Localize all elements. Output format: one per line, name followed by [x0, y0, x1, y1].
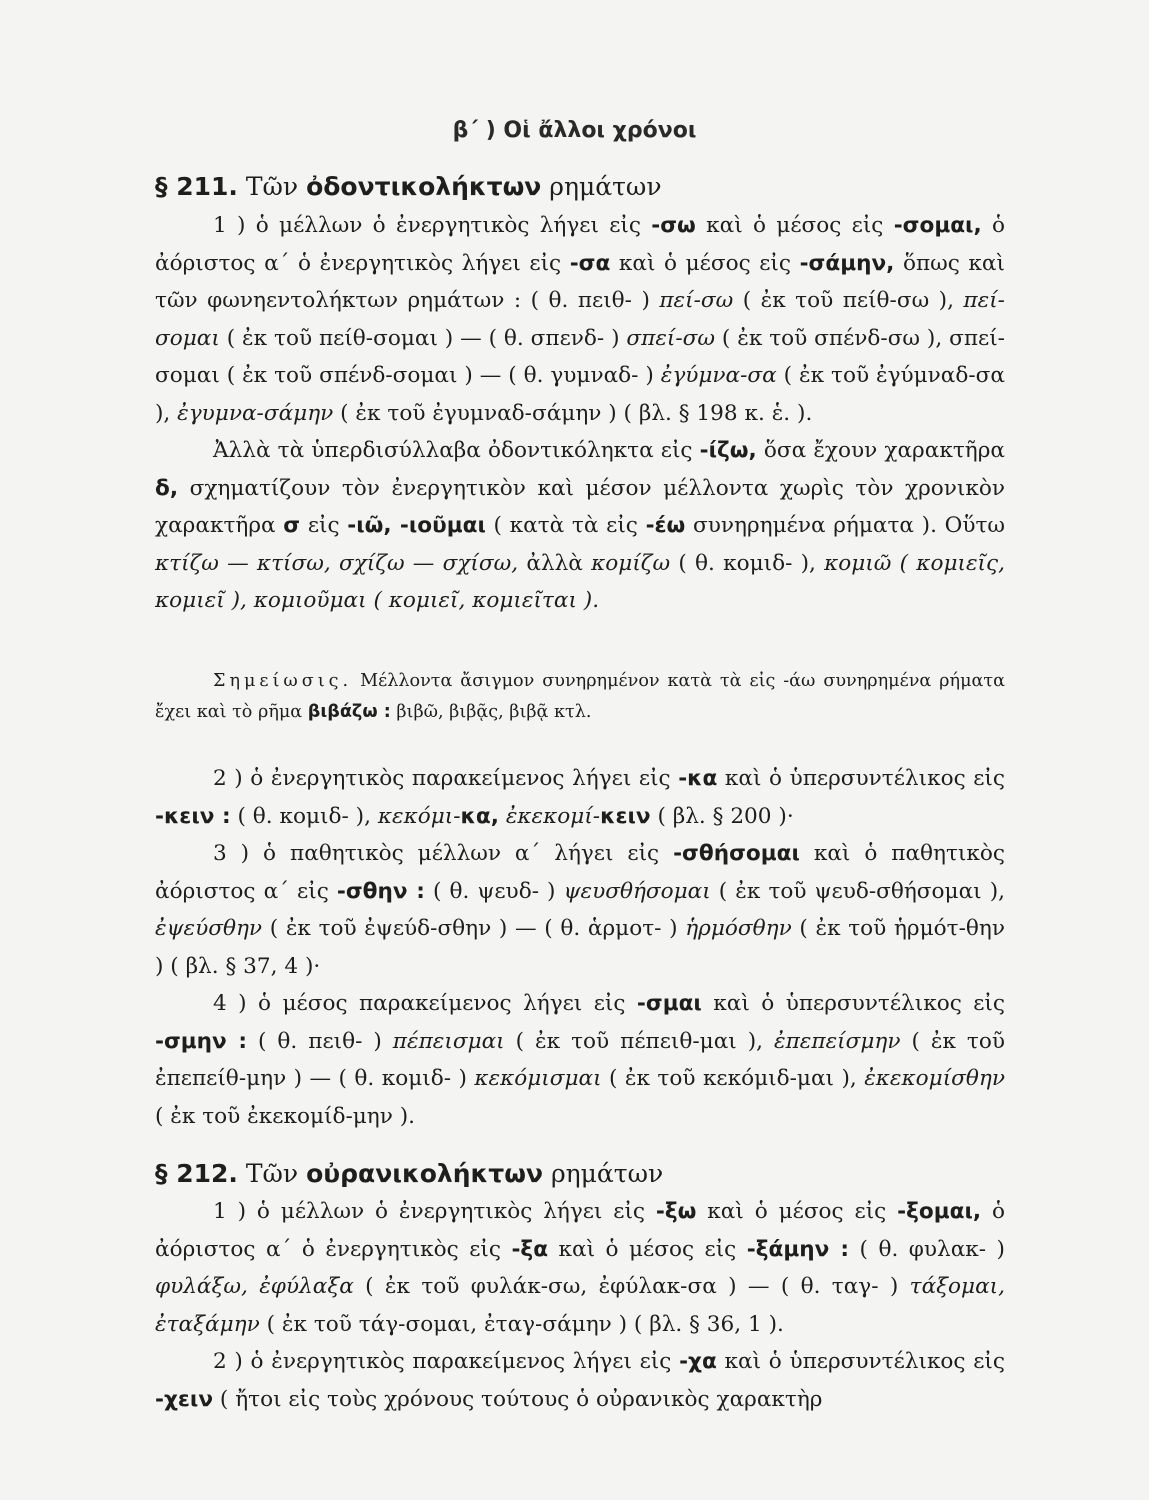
section-212-body	[155, 1193, 1005, 1418]
section-212-pre: Τῶν	[245, 1159, 299, 1188]
note-label: Σημείωσις.	[213, 671, 353, 691]
paragraph-211-1: 1 ) ὁ μέλλων ὁ ἐνεργητικὸς λήγει εἰς -σω καὶ ὁ μέσος εἰς -σομαι, ὁ ἀόριστος α΄ ὁ ἐνεργητικὸς λήγει εἰς -σα καὶ ὁ μέσος εἰς -σάμην, ὅπως καὶ τῶν φωνηεντολήκτων ρημάτων : ( θ. πειθ- ) πεί-σω ( ἐκ τοῦ πείθ-σω ), πεί-σομαι ( ἐκ τοῦ πείθ-σομαι ) — ( θ. σπενδ- ) σπεί-σω ( ἐκ τοῦ σπένδ-σω ), σπεί-σομαι ( ἐκ τοῦ σπένδ-σομαι ) — ( θ. γυμναδ- ) ἐγύμνα-σα ( ἐκ τοῦ ἐγύμναδ-σα ), ἐγυμνα-σάμην ( ἐκ τοῦ ἐγυμναδ-σάμην ) ( βλ. § 198 κ. ἑ. ).	[155, 213, 1006, 426]
paragraph-212-2: 2 ) ὁ ἐνεργητικὸς παρακείμενος λήγει εἰς -χα καὶ ὁ ὑπερσυντέλικος εἰς -χειν ( ἤτοι εἰς τοὺς χρόνους τούτους ὁ οὐρανικὸς χαρακτὴρ	[155, 1349, 1005, 1412]
section-211-keyword: ὀδοντικολήκτων	[306, 172, 542, 201]
chapter-subheading: β΄ ) Οἱ ἄλλοι χρόνοι	[452, 118, 697, 143]
note-211: Σημείωσις. Μέλλοντα ἄσιγμον συνηρημένον κατὰ τὰ εἰς -άω συνηρημένα ρήματα ἔχει καὶ τὸ ρῆμα βιβάζω : βιβῶ, βιβᾷς, βιβᾷ κτλ.	[155, 671, 1005, 722]
section-211-body-b	[155, 760, 1005, 1135]
section-211-post: ρημάτων	[549, 172, 662, 201]
paragraph-211-4: 3 ) ὁ παθητικὸς μέλλων α΄ λήγει εἰς -σθήσομαι καὶ ὁ παθητικὸς ἀόριστος α΄ εἰς -σθην : ( θ. ψευδ- ) ψευσθήσομαι ( ἐκ τοῦ ψευδ-σθήσομαι ), ἐψεύσθην ( ἐκ τοῦ ἐψεύδ-σθην ) — ( θ. ἁρμοτ- ) ἡρμόσθην ( ἐκ τοῦ ἡρμότ-θην ) ( βλ. § 37, 4 )·	[155, 841, 1005, 979]
section-211-title	[155, 168, 1005, 205]
section-211-pre: Τῶν	[245, 172, 299, 201]
paragraph-211-3: 2 ) ὁ ἐνεργητικὸς παρακείμενος λήγει εἰς -κα καὶ ὁ ὑπερσυντέλικος εἰς -κειν : ( θ. κομιδ- ), κεκόμι-κα, ἐκεκομί-κειν ( βλ. § 200 )·	[155, 766, 1005, 829]
section-212-number: § 212.	[155, 1159, 238, 1188]
section-211-body-a	[155, 207, 1005, 620]
paragraph-211-5: 4 ) ὁ μέσος παρακείμενος λήγει εἰς -σμαι καὶ ὁ ὑπερσυντέλικος εἰς -σμην : ( θ. πειθ- ) πέπεισμαι ( ἐκ τοῦ πέπειθ-μαι ), ἐπεπείσμην ( ἐκ τοῦ ἐπεπείθ-μην ) — ( θ. κομιδ- ) κεκόμισμαι ( ἐκ τοῦ κεκόμιδ-μαι ), ἐκεκομίσθην ( ἐκ τοῦ ἐκεκομίδ-μην ).	[155, 991, 1005, 1129]
section-212-post: ρημάτων	[550, 1159, 664, 1188]
section-211-number: § 211.	[155, 172, 238, 201]
section-212-title	[155, 1155, 1005, 1192]
section-212-keyword: οὐρανικολήκτων	[306, 1159, 543, 1188]
paragraph-211-2: Ἀλλὰ τὰ ὑπερδισύλλαβα ὀδοντικόληκτα εἰς -ίζω, ὅσα ἔχουν χαρακτῆρα δ, σχηματίζουν τὸν ἐνεργητικὸν καὶ μέσον μέλλοντα χωρὶς τὸν χρονικὸν χαρακτῆρα σ εἰς -ιῶ, -ιοῦμαι ( κατὰ τὰ εἰς -έω συνηρημένα ρήματα ). Οὕτω κτίζω — κτίσω, σχίζω — σχίσω, ἀλλὰ κομίζω ( θ. κομιδ- ), κομιῶ ( κομιεῖς, κομιεῖ ), κομιοῦμαι ( κομιεῖ, κομιεῖται ).	[155, 438, 1005, 613]
paragraph-212-1: 1 ) ὁ μέλλων ὁ ἐνεργητικὸς λήγει εἰς -ξω καὶ ὁ μέσος εἰς -ξομαι, ὁ ἀόριστος α΄ ὁ ἐνεργητικὸς εἰς -ξα καὶ ὁ μέσος εἰς -ξάμην : ( θ. φυλακ- ) φυλάξω, ἐφύλαξα ( ἐκ τοῦ φυλάκ-σω, ἐφύλακ-σα ) — ( θ. ταγ- ) τάξομαι, ἐταξάμην ( ἐκ τοῦ τάγ-σομαι, ἐταγ-σάμην ) ( βλ. § 36, 1 ).	[155, 1199, 1005, 1337]
